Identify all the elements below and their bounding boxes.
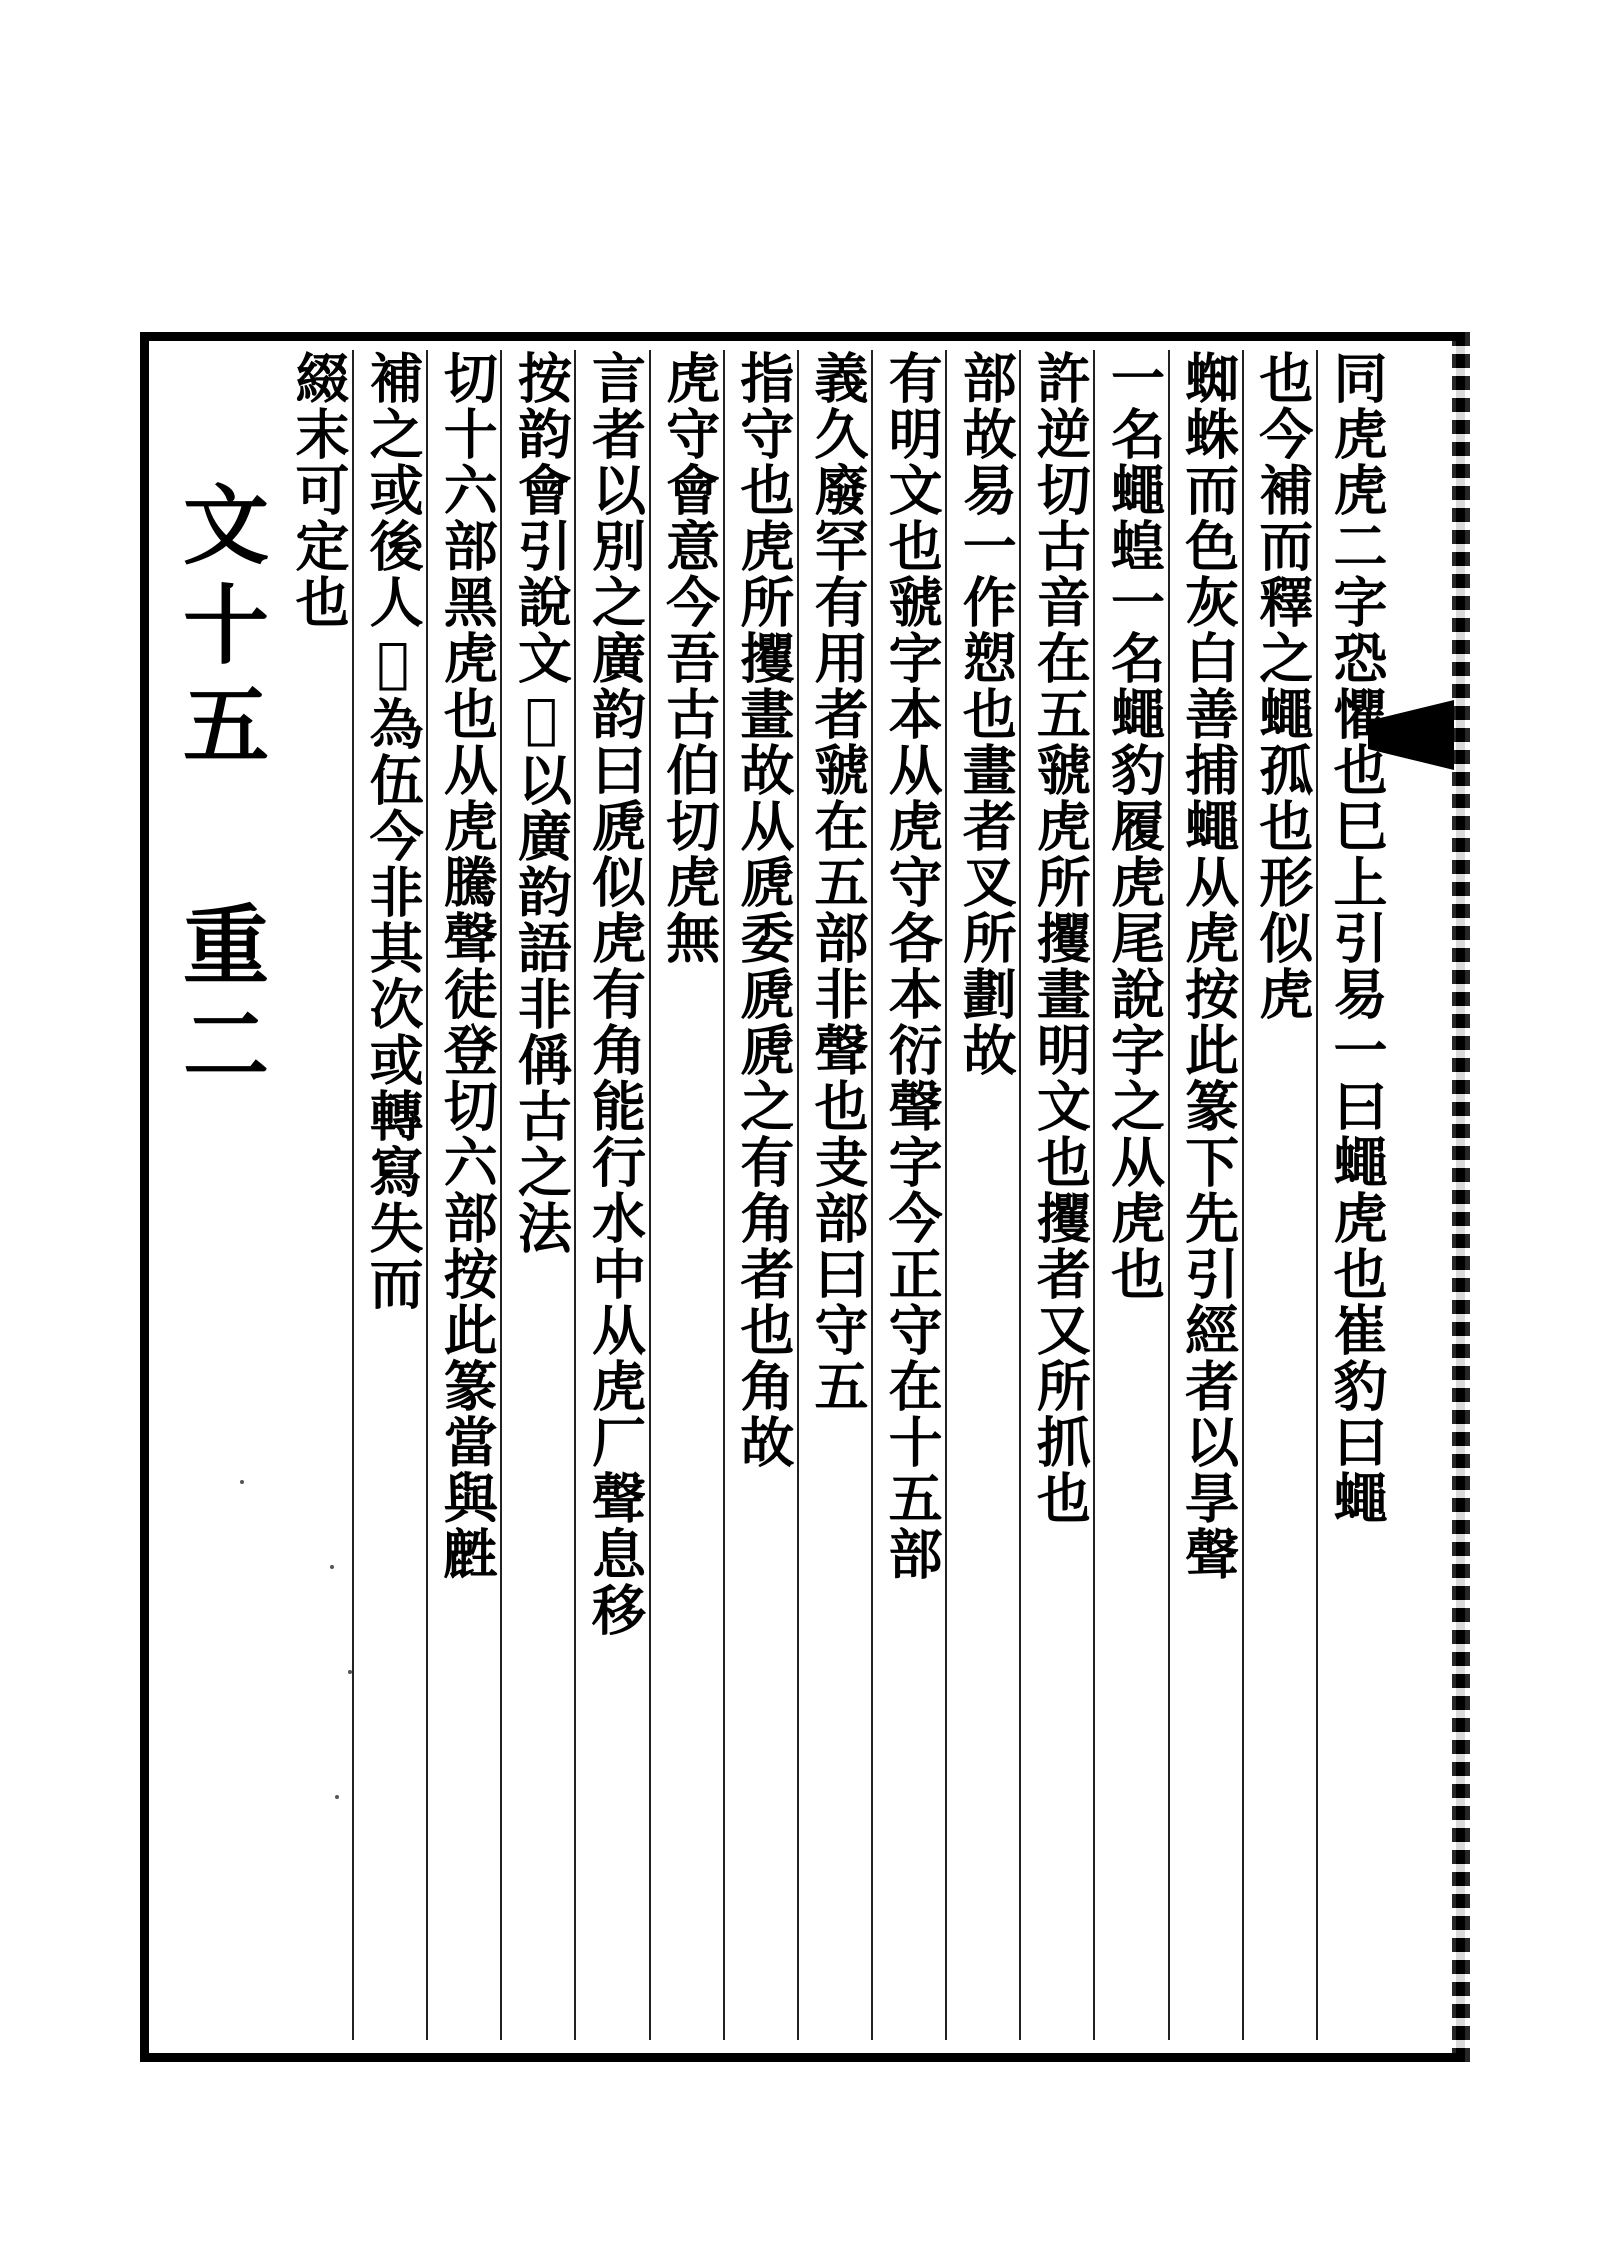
column-text: 綴末可定也	[286, 350, 351, 630]
column-text: 同虎虎二字恐懼也巳上引易一曰蠅虎也崔豹曰蠅	[1324, 350, 1389, 1526]
column-text: 按韵會引說文𧆞以廣韵語非偁古之法	[509, 350, 574, 1256]
ink-speck	[330, 1565, 334, 1569]
ink-speck	[240, 1480, 244, 1484]
text-column	[1250, 350, 1318, 2040]
character-count: 文十五	[168, 480, 269, 780]
column-text: 補之或後人𧆞為伍今非其次或轉寫失而	[361, 350, 426, 1312]
column-text: 指守也虎所攫畫故从虒委虒虒之有角者也角故	[731, 350, 796, 1470]
book-edge	[1452, 332, 1470, 2062]
text-column	[1324, 350, 1390, 2040]
text-column	[582, 350, 650, 2040]
text-column	[1101, 350, 1169, 2040]
ink-speck	[348, 1670, 352, 1674]
text-column	[360, 350, 428, 2040]
column-text: 許逆切古音在五虢虎所攫畫明文也攫者又所抓也	[1028, 350, 1093, 1526]
text-column	[953, 350, 1021, 2040]
text-column	[434, 350, 502, 2040]
text-column	[1176, 350, 1244, 2040]
summary-column	[168, 480, 268, 1680]
text-column	[286, 350, 354, 2040]
text-column	[657, 350, 725, 2040]
column-text: 虎守會意今吾古伯切虎無	[657, 350, 722, 966]
text-column	[805, 350, 873, 2040]
text-column	[731, 350, 799, 2040]
text-column	[508, 350, 576, 2040]
text-column	[879, 350, 947, 2040]
text-columns	[280, 350, 1390, 2040]
column-text: 義久廢罕有用者虢在五部非聲也叏部曰守五	[805, 350, 870, 1414]
column-text: 言者以別之廣韵曰虒似虎有角能行水中从虎厂聲息移	[583, 350, 648, 1638]
column-text: 也今補而釋之蠅孤也形似虎	[1250, 350, 1315, 1022]
column-text: 蜘蛛而色灰白善捕蠅从虎按此篆下先引經者以㫗聲	[1176, 350, 1241, 1582]
duplicate-count: 重二	[168, 900, 269, 1100]
column-text: 有明文也虢字本从虎守各本衍聲字今正守在十五部	[880, 350, 945, 1582]
text-column	[1027, 350, 1095, 2040]
column-text: 切十六部黑虎也从虎騰聲徒登切六部按此篆當與𪊟	[435, 350, 500, 1582]
ink-speck	[335, 1795, 339, 1799]
column-text: 部故易一作愬也畫者叉所劃故	[954, 350, 1019, 1078]
column-text: 一名蠅蝗一名蠅豹履虎尾說字之从虎也	[1102, 350, 1167, 1302]
